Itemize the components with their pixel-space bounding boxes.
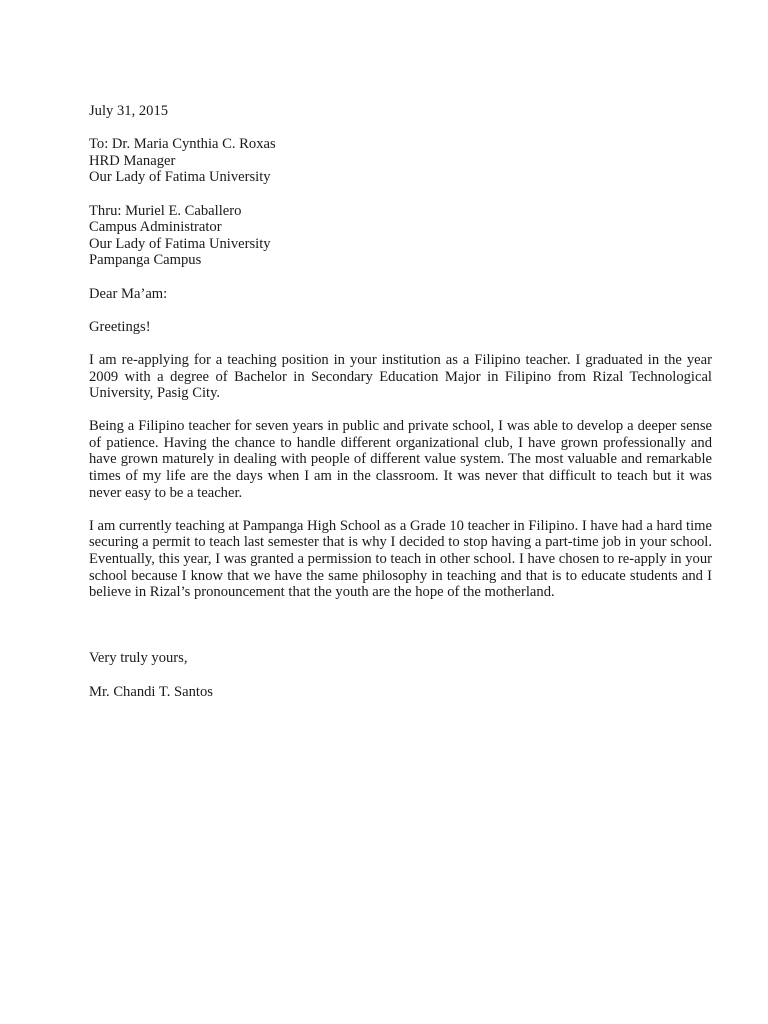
spacer (89, 402, 712, 419)
thru-title: Campus Administrator (89, 219, 222, 236)
closing: Very truly yours, (89, 650, 188, 667)
spacer (89, 186, 712, 203)
thru-block (89, 203, 712, 269)
signatory-name: Mr. Chandi T. Santos (89, 683, 213, 700)
thru-name: Thru: Muriel E. Caballero (89, 202, 242, 219)
body-paragraph-2: Being a Filipino teacher for seven years in public and private school, I was able to develop a deeper sense of patience. Having the chance to handle different organizational club, I have grown professionally and have grown maturely in dealing with people of different value system. The most valuable and remarkable times of my life are the days when I am in the classroom. It was never that difficult to teach but it was never easy to be a teacher. (89, 418, 712, 501)
body-paragraph-1: I am re-applying for a teaching position in your institution as a Filipino teacher. I graduated in the year 2009 with a degree of Bachelor in Secondary Education Major in Filipino from Rizal Technological University, Pasig City. (89, 351, 712, 402)
thru-organization: Our Lady of Fatima University (89, 235, 271, 252)
spacer (89, 634, 712, 651)
salutation: Dear Ma’am: (89, 285, 168, 302)
recipient-name: To: Dr. Maria Cynthia C. Roxas (89, 136, 276, 153)
letter-page (89, 103, 712, 700)
letter-date: July 31, 2015 (89, 103, 169, 119)
spacer (89, 667, 712, 684)
greeting: Greetings! (89, 318, 151, 335)
spacer (89, 120, 712, 137)
body-paragraph-3: I am currently teaching at Pampanga High School as a Grade 10 teacher in Filipino. I have had a hard time securing a permit to teach last semester that is why I decided to stop having a part-time job in your school. Eventually, this year, I was granted a permission to teach in other school. I have chosen to re-apply in your school because I know that we have the same philosophy in teaching and that is to educate students and I believe in Rizal’s pronouncement that the youth are the hope of the motherland. (89, 517, 712, 601)
spacer (89, 601, 712, 634)
recipient-title: HRD Manager (89, 152, 176, 169)
spacer (89, 302, 712, 319)
spacer (89, 501, 712, 518)
thru-campus: Pampanga Campus (89, 252, 202, 269)
spacer (89, 269, 712, 286)
spacer (89, 335, 712, 352)
recipient-block (89, 136, 712, 186)
recipient-organization: Our Lady of Fatima University (89, 169, 271, 186)
